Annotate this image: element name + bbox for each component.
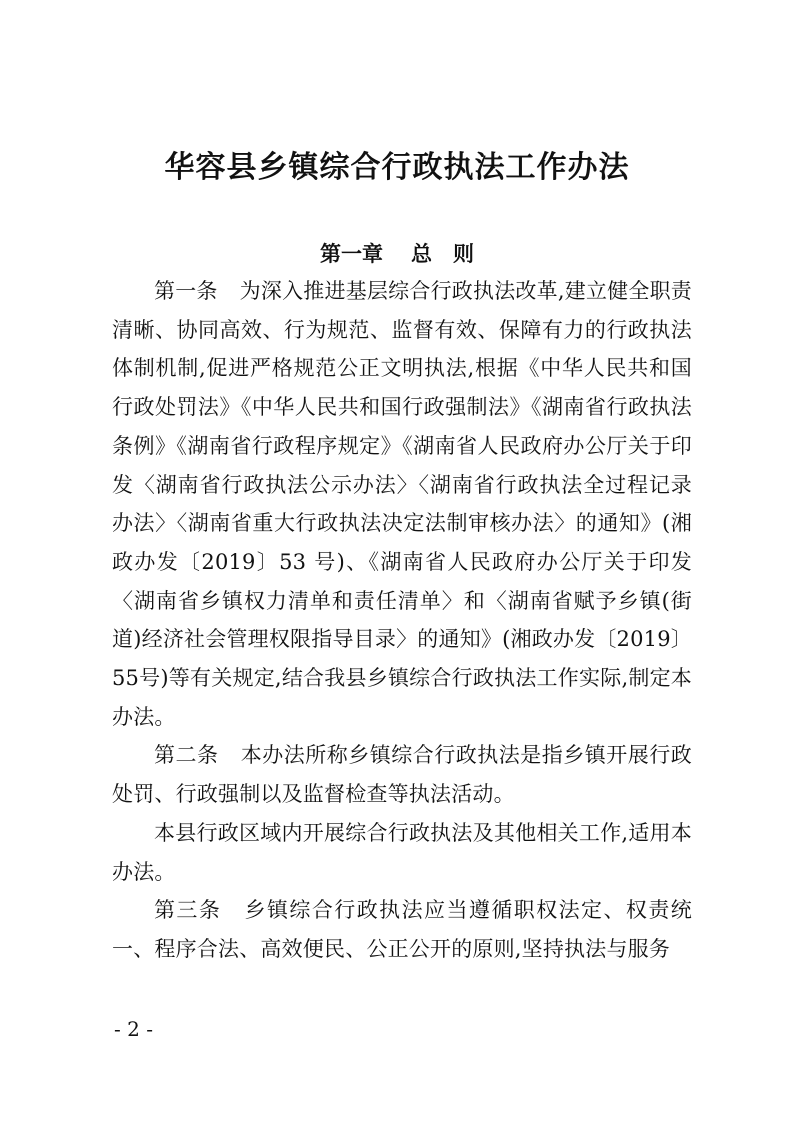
chapter-label: 第一章	[320, 242, 383, 266]
article-1-number: 第一条	[154, 279, 218, 303]
article-3-text: 乡镇综合行政执法应当遵循职权法定、权责统一、程序合法、高效便民、公正公开的原则,坚持执法与服务	[112, 898, 692, 961]
article-2-text: 本办法所称乡镇综合行政执法是指乡镇开展行政处罚、行政强制以及监督检查等执法活动。	[112, 743, 692, 807]
article-2-number: 第二条	[154, 743, 219, 768]
article-3	[112, 891, 692, 968]
article-2-paragraph-2	[112, 814, 692, 891]
article-2	[112, 736, 692, 813]
article-1-text: 为深入推进基层综合行政执法改革,建立健全职责清晰、协同高效、行为规范、监督有效、保障有力的行政执法体制机制,促进严格规范公正文明执法,根据《中华人民共和国行政处罚法》《中华人民共和国行政强制法》《湖南省行政执法条例》《湖南省行政程序规定》《湖南省人民政府办公厅关于印发〈湖南省行政执法公示办法〉〈湖南省行政执法全过程记录办法〉〈湖南省重大行政执法决定法制审核办法〉的通知》(湘政办发〔2019〕53 号)、《湖南省人民政府办公厅关于印发〈湖南省乡镇权力清单和责任清单〉和〈湖南省赋予乡镇(街道)经济社会管理权限指导目录〉的通知》(湘政办发〔2019〕55号)等有关规定,结合我县乡镇综合行政执法工作实际,制定本办法。	[112, 279, 692, 729]
article-1	[112, 272, 692, 736]
chapter-heading	[0, 238, 794, 270]
article-2-paragraph-2-text: 本县行政区域内开展综合行政执法及其他相关工作,适用本办法。	[112, 820, 692, 884]
page-number: - 2 -	[114, 1017, 153, 1041]
article-3-number: 第三条	[154, 898, 222, 923]
document-body	[112, 272, 692, 969]
chapter-name: 总 则	[411, 242, 474, 266]
document-title: 华容县乡镇综合行政执法工作办法	[164, 150, 630, 185]
